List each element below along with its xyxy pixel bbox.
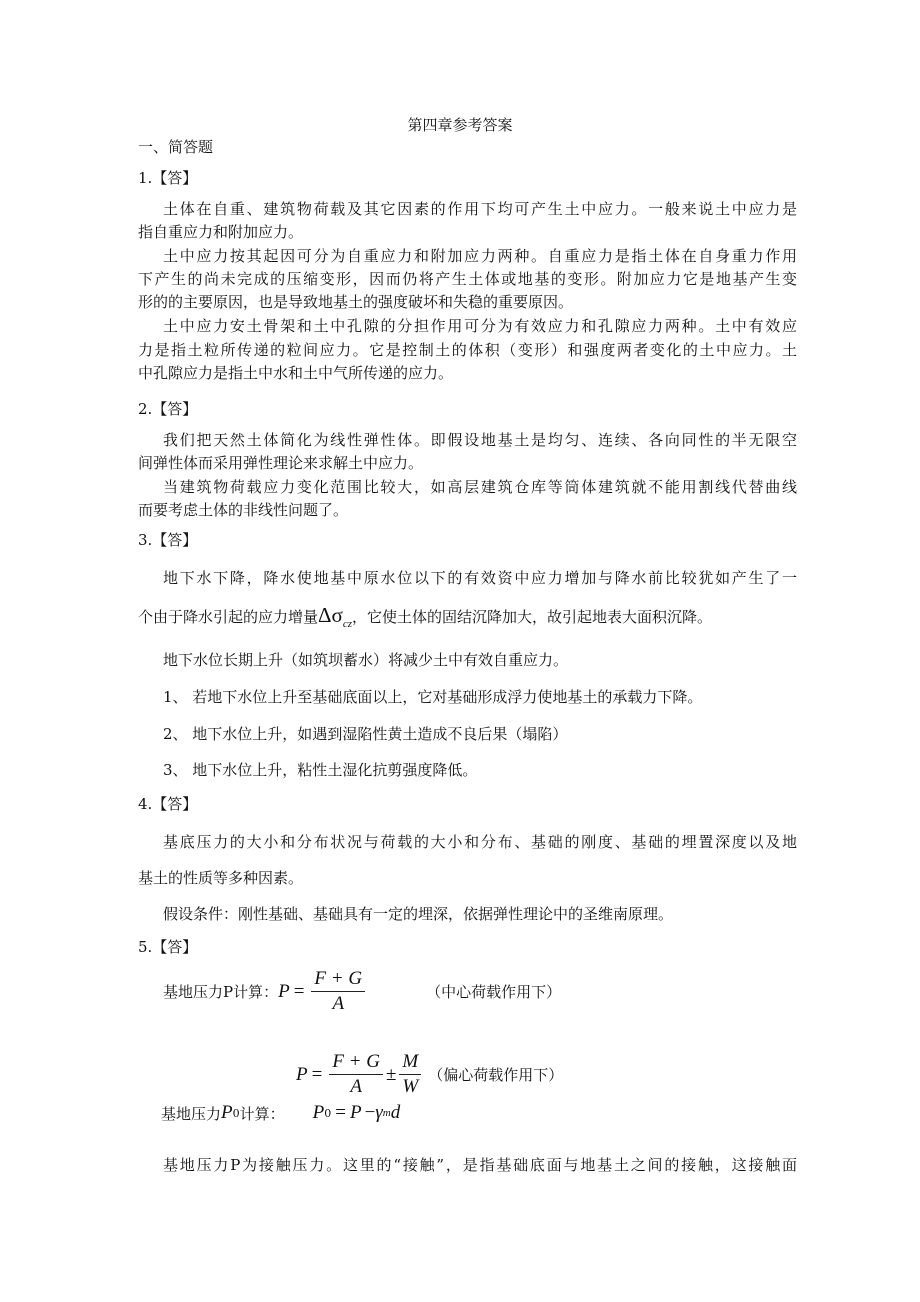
formula-note: （偏心荷载作用下） bbox=[428, 1066, 564, 1084]
q5-label: 5.【答】 bbox=[138, 938, 198, 956]
formula-eccentric-load bbox=[296, 1050, 563, 1099]
subscript: 0 bbox=[232, 1106, 240, 1120]
q1-label: 1.【答】 bbox=[138, 169, 198, 187]
q1-line: 土体在自重、建筑物荷载及其它因素的作用下均可产生土中应力。一般来说土中应力是 bbox=[163, 200, 797, 218]
minus-sign: − bbox=[364, 1102, 376, 1123]
fraction bbox=[329, 1050, 383, 1099]
equals-sign: = bbox=[311, 1063, 323, 1085]
q3-text: ，它使土体的固结沉降加大，故引起地表大面积沉降。 bbox=[352, 608, 713, 626]
formula-label: 基地压力P计算： bbox=[163, 983, 279, 1001]
q4-line: 基底压力的大小和分布状况与荷载的大小和分布、基础的刚度、基础的埋置深度以及地 bbox=[163, 833, 797, 851]
q4-label: 4.【答】 bbox=[138, 795, 198, 813]
q1-line: 形的的主要原因，也是导致地基土的强度破坏和失稳的重要原因。 bbox=[138, 293, 574, 311]
q3-label: 3.【答】 bbox=[138, 531, 198, 549]
q1-line: 指自重应力和附加应力。 bbox=[138, 223, 304, 241]
var-p: P bbox=[349, 1102, 362, 1123]
var-gamma: γ bbox=[375, 1102, 383, 1123]
q2-label: 2.【答】 bbox=[138, 400, 198, 418]
q2-line: 当建筑物荷载应力变化范围比较大，如高层建筑仓库等筒体建筑就不能用割线代替曲线 bbox=[163, 478, 797, 496]
q3-item: 2、 地下水位上升，如遇到湿陷性黄土造成不良后果（塌陷） bbox=[163, 725, 568, 743]
subscript: 0 bbox=[324, 1106, 332, 1120]
q1-line: 中孔隙应力是指土中水和土中气所传递的应力。 bbox=[138, 364, 454, 382]
var-d: d bbox=[390, 1102, 401, 1123]
var-p: P bbox=[221, 1102, 233, 1123]
formula-central-load bbox=[163, 967, 561, 1016]
var-p: P bbox=[312, 1102, 325, 1123]
q4-line: 基土的性质等多种因素。 bbox=[138, 869, 304, 887]
formula-net-pressure bbox=[161, 1102, 400, 1124]
numerator: M bbox=[399, 1050, 421, 1075]
delta-sigma-subscript: cz bbox=[342, 618, 353, 630]
numerator: F + G bbox=[311, 967, 365, 992]
q3-line-delta bbox=[138, 603, 713, 633]
q4-line: 假设条件：刚性基础、基础具有一定的埋深，依据弹性理论中的圣维南原理。 bbox=[163, 905, 674, 923]
q1-line: 土中应力按其起因可分为自重应力和附加应力两种。自重应力是指土体在自身重力作用 bbox=[163, 247, 797, 265]
q3-text: 个由于降水引起的应力增量 bbox=[138, 608, 319, 626]
q2-line: 我们把天然土体简化为线性弹性体。即假设地基土是均匀、连续、各向同性的半无限空 bbox=[163, 431, 797, 449]
formula-label: 计算： bbox=[239, 1104, 285, 1123]
formula-label: 基地压力 bbox=[161, 1104, 222, 1123]
q5-line: 基地压力P为接触压力。这里的“接触”，是指基础底面与地基土之间的接触，这接触面 bbox=[163, 1156, 797, 1174]
equals-sign: = bbox=[335, 1102, 346, 1123]
q3-item: 1、 若地下水位上升至基础底面以上，它对基础形成浮力使地基土的承载力下降。 bbox=[163, 688, 703, 706]
plus-minus-sign: ± bbox=[385, 1063, 397, 1085]
q3-line: 地下水位长期上升（如筑坝蓄水）将减少土中有效自重应力。 bbox=[163, 651, 569, 669]
q1-line: 力是指土粒所传递的粒间应力。它是控制土的体积（变形）和强度两者变化的土中应力。土 bbox=[138, 341, 797, 359]
section-heading: 一、简答题 bbox=[138, 138, 214, 156]
equals-sign: = bbox=[293, 980, 305, 1002]
var-p: P bbox=[278, 980, 290, 1002]
denominator: A bbox=[332, 993, 345, 1014]
subscript: m bbox=[382, 1107, 391, 1119]
q3-line: 地下水下降，降水使地基中原水位以下的有效资中应力增加与降水前比较犹如产生了一 bbox=[163, 569, 797, 587]
q1-line: 下产生的尚未完成的压缩变形，因而仍将产生土体或地基的变形。附加应力它是地基产生变 bbox=[138, 270, 797, 288]
denominator: W bbox=[402, 1076, 419, 1097]
fraction bbox=[311, 967, 365, 1016]
page-title: 第四章参考答案 bbox=[407, 116, 513, 134]
denominator: A bbox=[350, 1076, 362, 1097]
q2-line: 间弹性体而采用弹性理论来求解土中应力。 bbox=[138, 454, 424, 472]
q3-item: 3、 地下水位上升，粘性土湿化抗剪强度降低。 bbox=[163, 761, 478, 779]
var-p: P bbox=[296, 1063, 308, 1085]
q1-line: 土中应力安土骨架和土中孔隙的分担作用可分为有效应力和孔隙应力两种。土中有效应 bbox=[163, 317, 797, 335]
fraction bbox=[399, 1050, 421, 1099]
formula-note: （中心荷载作用下） bbox=[426, 983, 562, 1001]
numerator: F + G bbox=[329, 1050, 383, 1075]
delta-sigma-symbol: Δσ bbox=[318, 603, 343, 627]
q2-line: 而要考虑土体的非线性问题了。 bbox=[138, 501, 349, 519]
